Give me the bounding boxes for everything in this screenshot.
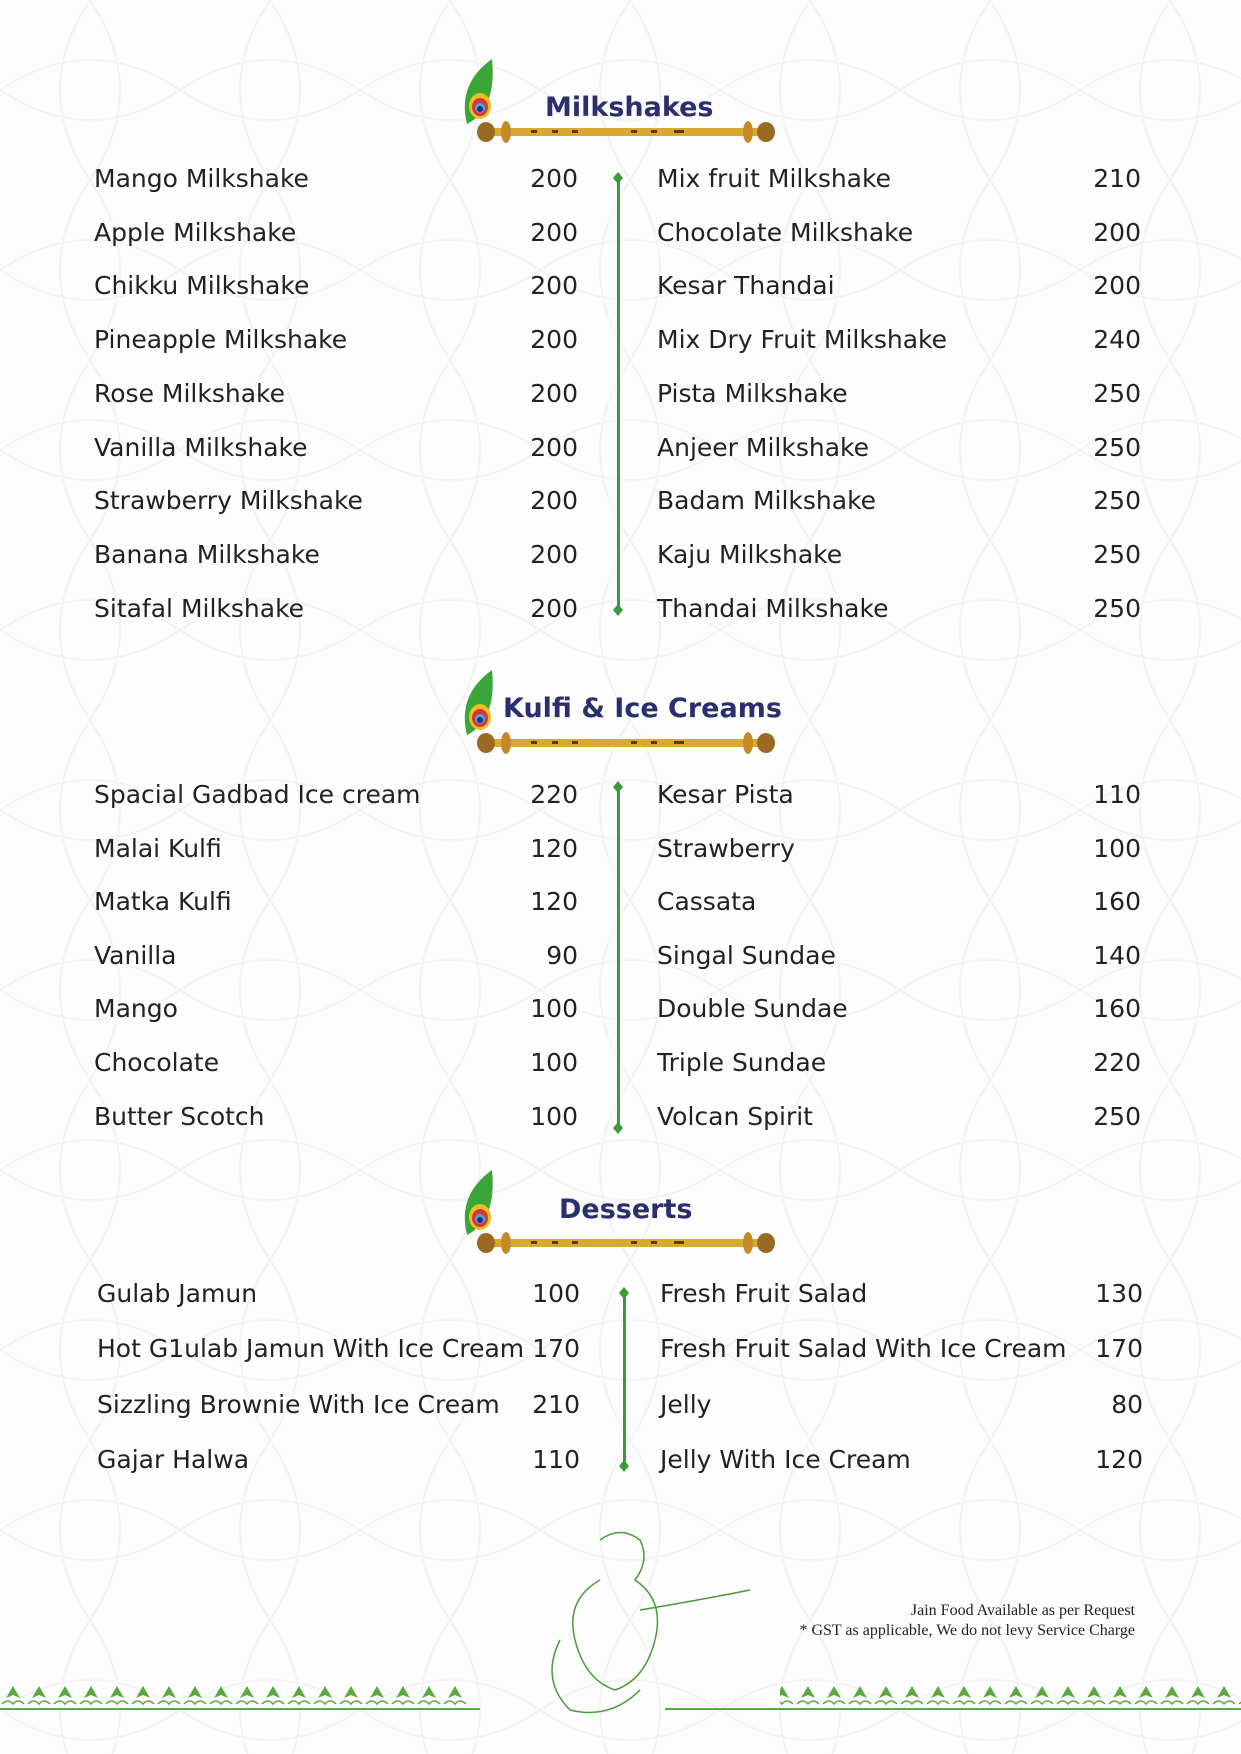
item-price: 200 <box>530 325 578 355</box>
item-price: 250 <box>1093 1101 1141 1131</box>
item-name: Vanilla Milkshake <box>94 432 308 462</box>
flute-divider-icon <box>476 1229 776 1257</box>
item-name: Strawberry Milkshake <box>94 486 363 516</box>
item-price: 250 <box>1093 378 1141 408</box>
item-price: 200 <box>530 378 578 408</box>
menu-item <box>94 481 578 521</box>
menu-item <box>660 1440 1143 1480</box>
menu-item <box>657 428 1141 468</box>
item-price: 170 <box>1095 1334 1143 1364</box>
item-price: 200 <box>530 271 578 301</box>
item-price: 80 <box>1111 1389 1143 1419</box>
item-name: Mango <box>94 994 178 1024</box>
item-price: 160 <box>1093 994 1141 1024</box>
column-divider <box>623 1293 626 1466</box>
menu-item <box>94 589 578 629</box>
item-price: 100 <box>530 994 578 1024</box>
item-name: Rose Milkshake <box>94 378 285 408</box>
item-name: Singal Sundae <box>657 940 836 970</box>
section-title: Kulfi & Ice Creams <box>503 693 782 724</box>
menu-item <box>660 1274 1143 1314</box>
item-name: Kesar Pista <box>657 780 794 809</box>
menu-item <box>657 936 1141 976</box>
item-price: 200 <box>530 539 578 569</box>
item-name: Jelly <box>660 1389 712 1419</box>
menu-item <box>94 989 578 1029</box>
menu-item <box>94 1097 578 1137</box>
item-price: 110 <box>1093 780 1141 809</box>
item-price: 240 <box>1093 325 1141 355</box>
item-name: Malai Kulfi <box>94 833 222 863</box>
item-price: 220 <box>1093 1048 1141 1077</box>
section-title: Desserts <box>559 1194 693 1225</box>
menu-item <box>657 374 1141 414</box>
menu-item <box>94 159 578 199</box>
item-price: 250 <box>1093 432 1141 462</box>
menu-item <box>94 1043 578 1083</box>
menu-item <box>94 936 578 976</box>
item-name: Sizzling Brownie With Ice Cream <box>97 1389 500 1419</box>
item-name: Triple Sundae <box>657 1048 827 1077</box>
item-price: 250 <box>1093 593 1141 623</box>
item-price: 140 <box>1093 940 1141 970</box>
item-name: Sitafal Milkshake <box>94 593 305 623</box>
item-price: 110 <box>532 1444 580 1474</box>
menu-item <box>94 266 578 306</box>
item-name: Double Sundae <box>657 994 848 1024</box>
item-price: 200 <box>530 217 578 247</box>
item-name: Strawberry <box>657 833 795 863</box>
bottom-border-right <box>665 1680 1241 1710</box>
item-name: Jelly With Ice Cream <box>660 1444 911 1474</box>
item-price: 100 <box>530 1101 578 1131</box>
menu-item <box>97 1274 580 1314</box>
item-price: 120 <box>530 887 578 917</box>
item-name: Chocolate Milkshake <box>657 217 914 247</box>
item-price: 200 <box>530 486 578 516</box>
item-price: 250 <box>1093 486 1141 516</box>
menu-item <box>657 320 1141 360</box>
menu-item <box>660 1329 1143 1369</box>
item-price: 130 <box>1095 1279 1143 1308</box>
menu-item <box>660 1385 1143 1425</box>
menu-item <box>94 882 578 922</box>
menu-item <box>94 213 578 253</box>
menu-item <box>657 159 1141 199</box>
item-price: 100 <box>530 1048 578 1077</box>
item-price: 160 <box>1093 887 1141 917</box>
item-name: Fresh Fruit Salad With Ice Cream <box>660 1334 1067 1364</box>
menu-item <box>94 829 578 869</box>
item-price: 220 <box>530 780 578 809</box>
item-name: Mango Milkshake <box>94 164 309 193</box>
footer-jain-note: Jain Food Available as per Request <box>910 1602 1135 1619</box>
item-name: Gulab Jamun <box>97 1279 258 1308</box>
item-price: 250 <box>1093 539 1141 569</box>
menu-item <box>97 1385 580 1425</box>
menu-item <box>94 428 578 468</box>
section-title: Milkshakes <box>545 92 714 123</box>
item-name: Matka Kulfi <box>94 887 232 917</box>
item-name: Fresh Fruit Salad <box>660 1279 868 1308</box>
item-name: Gajar Halwa <box>97 1444 250 1474</box>
item-name: Chocolate <box>94 1048 220 1077</box>
item-price: 200 <box>530 593 578 623</box>
menu-item <box>94 320 578 360</box>
menu-item <box>657 535 1141 575</box>
item-price: 170 <box>532 1334 580 1364</box>
item-name: Chikku Milkshake <box>94 271 310 301</box>
footer-gst-note: * GST as applicable, We do not levy Service Charge <box>799 1622 1135 1639</box>
item-price: 200 <box>530 432 578 462</box>
menu-item <box>657 481 1141 521</box>
menu-item <box>657 829 1141 869</box>
column-divider <box>617 178 620 610</box>
item-name: Banana Milkshake <box>94 539 320 569</box>
item-price: 200 <box>530 164 578 193</box>
menu-item <box>97 1329 580 1369</box>
item-name: Volcan Spirit <box>657 1101 813 1131</box>
item-price: 90 <box>546 940 578 970</box>
item-name: Cassata <box>657 887 757 917</box>
menu-item <box>97 1440 580 1480</box>
menu-item <box>94 775 578 815</box>
bottom-border-left <box>0 1680 480 1710</box>
item-name: Thandai Milkshake <box>657 593 889 623</box>
item-name: Spacial Gadbad Ice cream <box>94 780 421 809</box>
item-price: 200 <box>1093 217 1141 247</box>
menu-item <box>657 775 1141 815</box>
item-name: Pineapple Milkshake <box>94 325 348 355</box>
item-name: Anjeer Milkshake <box>657 432 869 462</box>
item-name: Badam Milkshake <box>657 486 877 516</box>
item-price: 210 <box>1093 164 1141 193</box>
menu-item <box>657 1043 1141 1083</box>
column-divider <box>617 787 620 1128</box>
item-name: Mix Dry Fruit Milkshake <box>657 325 948 355</box>
menu-item <box>657 989 1141 1029</box>
item-price: 100 <box>1093 833 1141 863</box>
flute-divider-icon <box>476 729 776 757</box>
item-price: 210 <box>532 1389 580 1419</box>
menu-item <box>657 213 1141 253</box>
flute-divider-icon <box>476 118 776 146</box>
menu-item <box>657 266 1141 306</box>
item-name: Butter Scotch <box>94 1101 265 1131</box>
menu-item <box>94 374 578 414</box>
item-name: Vanilla <box>94 940 177 970</box>
item-price: 120 <box>1095 1444 1143 1474</box>
menu-item <box>657 589 1141 629</box>
item-price: 100 <box>532 1279 580 1308</box>
item-price: 200 <box>1093 271 1141 301</box>
menu-item <box>94 535 578 575</box>
item-name: Hot G1ulab Jamun With Ice Cream <box>97 1334 525 1364</box>
item-price: 120 <box>530 833 578 863</box>
item-name: Mix fruit Milkshake <box>657 164 891 193</box>
menu-item <box>657 1097 1141 1137</box>
item-name: Apple Milkshake <box>94 217 297 247</box>
item-name: Kaju Milkshake <box>657 539 843 569</box>
item-name: Pista Milkshake <box>657 378 848 408</box>
item-name: Kesar Thandai <box>657 271 835 301</box>
menu-item <box>657 882 1141 922</box>
